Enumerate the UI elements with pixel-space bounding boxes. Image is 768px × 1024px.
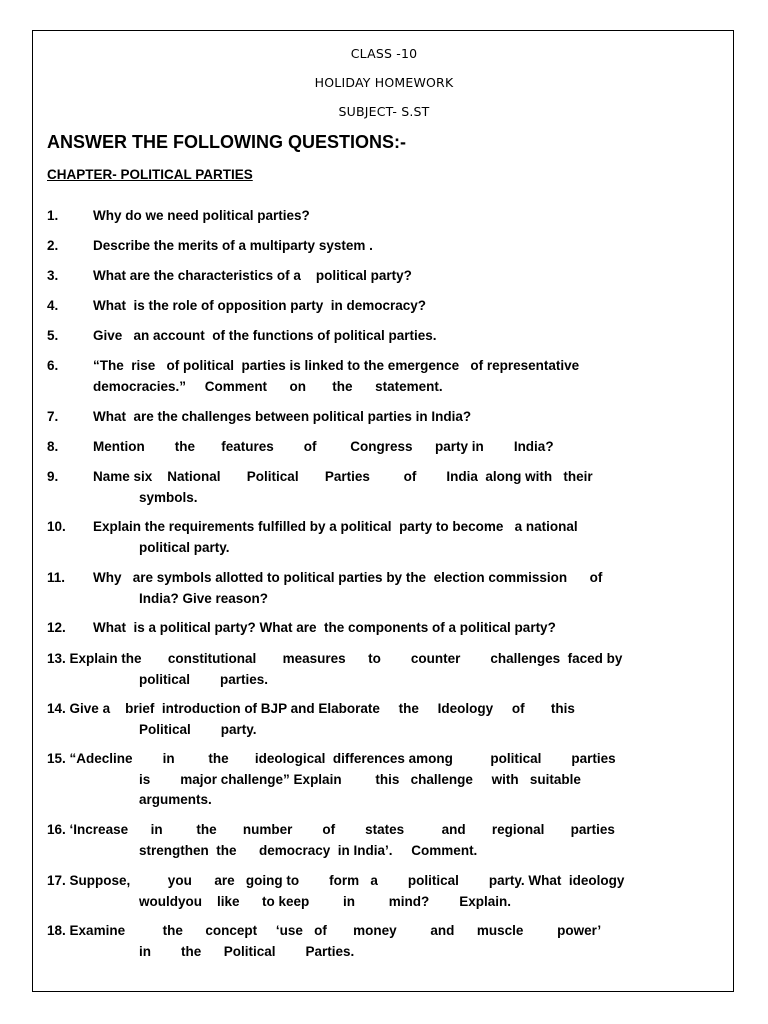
question-text-continued: strengthen the democracy in India’. Comment. (139, 842, 478, 858)
question-8 (47, 437, 717, 458)
question-text-continued: political parties. (139, 671, 269, 687)
question-11 (47, 568, 717, 609)
question-text: Name six National Political Parties of India along with their (93, 469, 593, 484)
question-9 (47, 467, 717, 508)
chapter-heading: CHAPTER- POLITICAL PARTIES (47, 167, 253, 182)
question-16 (47, 820, 717, 861)
question-10 (47, 517, 717, 558)
question-number: 16. (47, 822, 66, 837)
question-text-continued-2: arguments. (139, 792, 212, 807)
question-text-continued: wouldyou like to keep in mind? Explain. (139, 893, 512, 909)
homework-line: HOLIDAY HOMEWORK (314, 75, 454, 90)
subject-line: SUBJECT- S.ST (338, 104, 430, 119)
question-text: Give a brief introduction of BJP and Elaborate the Ideology of this (69, 701, 575, 716)
question-7 (47, 407, 717, 428)
main-heading: ANSWER THE FOLLOWING QUESTIONS:- (47, 132, 406, 152)
question-12 (47, 618, 717, 639)
question-number: 6. (47, 358, 59, 373)
question-1 (47, 206, 717, 227)
question-text-continued: India? Give reason? (139, 590, 269, 606)
question-text: Suppose, you are going to form a political party. What ideology (69, 873, 625, 888)
question-text: “Adecline in the ideological differences among political parties (69, 751, 616, 766)
question-text-continued: symbols. (139, 489, 198, 505)
question-number: 3. (47, 268, 59, 283)
question-5 (47, 326, 717, 347)
question-number: 2. (47, 238, 59, 253)
question-text-continued: is major challenge” Explain this challenge with suitable (139, 771, 581, 787)
question-13 (47, 649, 717, 690)
question-text: ‘Increase in the number of states and regional parties (69, 822, 615, 837)
question-number: 17. (47, 873, 66, 888)
question-text: Explain the requirements fulfilled by a political party to become a national (93, 519, 578, 534)
question-text-continued: Political party. (139, 721, 257, 737)
question-text: Mention the features of Congress party in India? (93, 439, 554, 454)
question-number: 7. (47, 409, 59, 424)
question-number: 4. (47, 298, 59, 313)
question-6 (47, 356, 717, 397)
question-number: 1. (47, 208, 59, 223)
question-number: 14. (47, 701, 66, 716)
question-text: Explain the constitutional measures to counter challenges faced by (69, 651, 623, 666)
question-number: 12. (47, 620, 66, 635)
question-number: 10. (47, 519, 66, 534)
question-15 (47, 749, 717, 811)
question-number: 18. (47, 923, 66, 938)
question-text: Give an account of the functions of political parties. (93, 328, 437, 343)
class-line: CLASS -10 (350, 46, 418, 61)
question-text: Why are symbols allotted to political parties by the election commission of (93, 570, 603, 585)
question-number: 13. (47, 651, 66, 666)
question-3 (47, 266, 717, 287)
question-number: 5. (47, 328, 59, 343)
question-number: 8. (47, 439, 59, 454)
question-text: What is the role of opposition party in democracy? (93, 298, 427, 313)
question-18 (47, 921, 717, 962)
question-text-continued: in the Political Parties. (139, 943, 355, 959)
question-2 (47, 236, 717, 257)
question-text: Describe the merits of a multiparty system . (93, 238, 373, 253)
question-text-continued: democracies.” Comment on the statement. (93, 378, 443, 394)
question-text: Why do we need political parties? (93, 208, 310, 223)
question-number: 15. (47, 751, 66, 766)
question-text: What are the challenges between political parties in India? (93, 409, 472, 424)
question-number: 9. (47, 469, 59, 484)
question-text: What are the characteristics of a political party? (93, 268, 412, 283)
question-text: What is a political party? What are the components of a political party? (93, 620, 556, 635)
question-17 (47, 871, 717, 912)
question-text: “The rise of political parties is linked to the emergence of representative (93, 358, 580, 373)
question-number: 11. (47, 570, 66, 585)
question-4 (47, 296, 717, 317)
question-14 (47, 699, 717, 740)
question-text: Examine the concept ‘use of money and muscle power’ (69, 923, 602, 938)
question-text-continued: political party. (139, 539, 230, 555)
